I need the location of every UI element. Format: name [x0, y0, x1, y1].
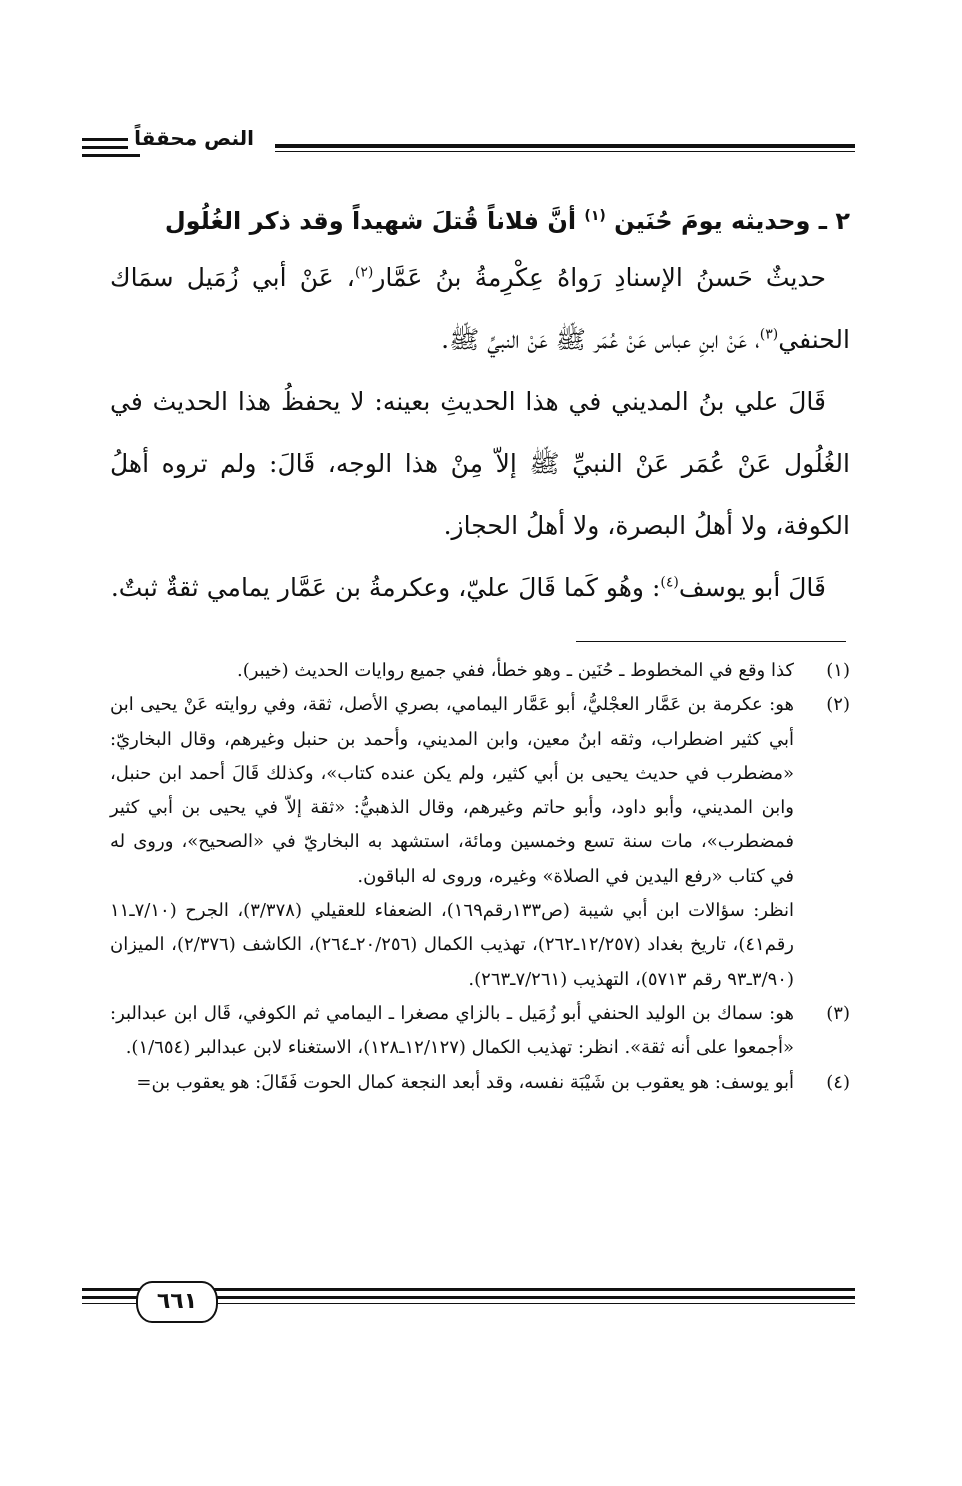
- paragraph-text: : وهُو كَما قَالَ عليّ، وعكرمةُ بن عَمَّار يمامي ثقةٌ ثبتٌ.: [110, 573, 661, 602]
- section-heading: [110, 195, 850, 247]
- footnote-ref[interactable]: (٤): [660, 574, 679, 591]
- footnote-number: (٤): [826, 1071, 850, 1093]
- footnote-ref[interactable]: (١): [584, 208, 606, 224]
- footnote-text: أبو يوسف: هو يعقوب بن شَيْبَة نفسه، وقد أبعد النجعة كمال الحوت فَقَالَ: هو يعقوب بن=: [136, 1071, 794, 1093]
- footnote: [110, 997, 850, 1066]
- footnote-ref[interactable]: (٣): [759, 326, 779, 343]
- footnote: [110, 654, 850, 688]
- heading-text: ٢ ـ وحديثه يومَ حُنَين: [614, 207, 850, 235]
- header-rule: [82, 154, 140, 157]
- paragraph-text: حديثٌ حَسنُ الإسنادِ رَواهُ عِكْرِمةُ بنُ عَمَّار: [373, 263, 826, 292]
- paragraph-text: ، عَنْ أبي زُمَيل سمَاك الحنفي: [110, 263, 850, 354]
- page-number: ٦٦١: [136, 1281, 218, 1323]
- running-title: النص محققاً: [128, 126, 260, 150]
- footnote-separator: [576, 641, 846, 642]
- footnote-text: كذا وقع في المخطوط ـ حُنَين ـ وهو خطأ، ففي جميع روايات الحديث (خيبر).: [236, 660, 794, 681]
- footnote-ref[interactable]: (٢): [354, 264, 374, 281]
- heading-text: أنَّ فلاناً قُتلَ شهيداً وقد ذكر الغُلُول: [164, 207, 577, 235]
- paragraph: [110, 247, 850, 371]
- main-text: [110, 195, 850, 619]
- header-rule: [275, 151, 855, 152]
- footnote-number: (٢): [826, 694, 850, 716]
- footnote: [110, 688, 850, 894]
- footnote-number: (١): [826, 660, 850, 681]
- footnote-continuation: انظر: سؤالات ابن أبي شيبة (ص١٣٣رقم١٦٩)، الضعفاء للعقيلي (٣/٣٧٨)، الجرح (٧/١٠ـ١١ رقم٤١)، تاريخ بغداد (١٢/٢٥٧ـ٢٦٢)، تهذيب الكمال (٢٠/٢٥٦ـ٢٦٤)، الكاشف (٢/٣٧٦)، الميزان (٣/٩٠ـ٩٣ رقم ٥٧١٣)، التهذيب (٧/٢٦١ـ٢٦٣).: [110, 900, 794, 990]
- footnote-number: (٣): [826, 1002, 850, 1024]
- footnote-text: هو: سماك بن الوليد الحنفي أبو زُمَيل ـ بالزاي مصغرا ـ اليمامي ثم الكوفي، قَال ابن عبدالبر: «أجمعوا على أنه ثقة». انظر: تهذيب الكمال (١٢/١٢٧ـ١٢٨)، الاستغناء لابن عبدالبر (١/٦٥٤).: [110, 1002, 794, 1059]
- footnotes: [110, 654, 850, 1100]
- paragraph: قَالَ علي بنُ المديني في هذا الحديثِ بعينه: لا يحفظُ هذا الحديث في الغُلُول عَنْ عُمَر عَنْ النبيِّ ﷺ إلاّ مِنْ هذا الوجه، قَالَ: ولم تروه أهلُ الكوفة، ولا أهلُ البصرة، ولا أهلُ الحجاز.: [110, 387, 850, 540]
- paragraph: [110, 557, 850, 619]
- page-header: [82, 118, 855, 164]
- header-rule: [275, 144, 855, 148]
- paragraph-text: ، عَنْ ابنِ عباس عَنْ عُمَر ﷺ عَنْ النبيِّ ﷺ.: [441, 325, 760, 354]
- paragraph-text: قَالَ أبو يوسف: [678, 573, 826, 602]
- footnote-text: هو: عكرمة بن عَمَّار العجْليُّ، أبو عَمَّار اليمامي، بصري الأصل، ثقة، وفي روايته عَنْ يحيى ابن أبي كثير اضطراب، وثقه ابنُ معين، وابن المديني، وأحمد بن حنبل وغيرهم، وقال البخاريّ: «مضطرب في حديث يحيى بن أبي كثير، ولم يكن عنده كتاب»، وكذلك قَالَ أحمد ابن حنبل، وابن المديني، وأبو داود، وأبو حاتم وغيرهم، وقال الذهبيُّ: «ثقة إلاّ في يحيى بن أبي كثير فمضطرب»، مات سنة تسع وخمسين ومائة، استشهد به البخاريّ في «الصحيح»، وروى له في كتاب «رفع اليدين في الصلاة» وغيره، وروى له الباقون.: [110, 694, 794, 887]
- footnote: [110, 1066, 850, 1100]
